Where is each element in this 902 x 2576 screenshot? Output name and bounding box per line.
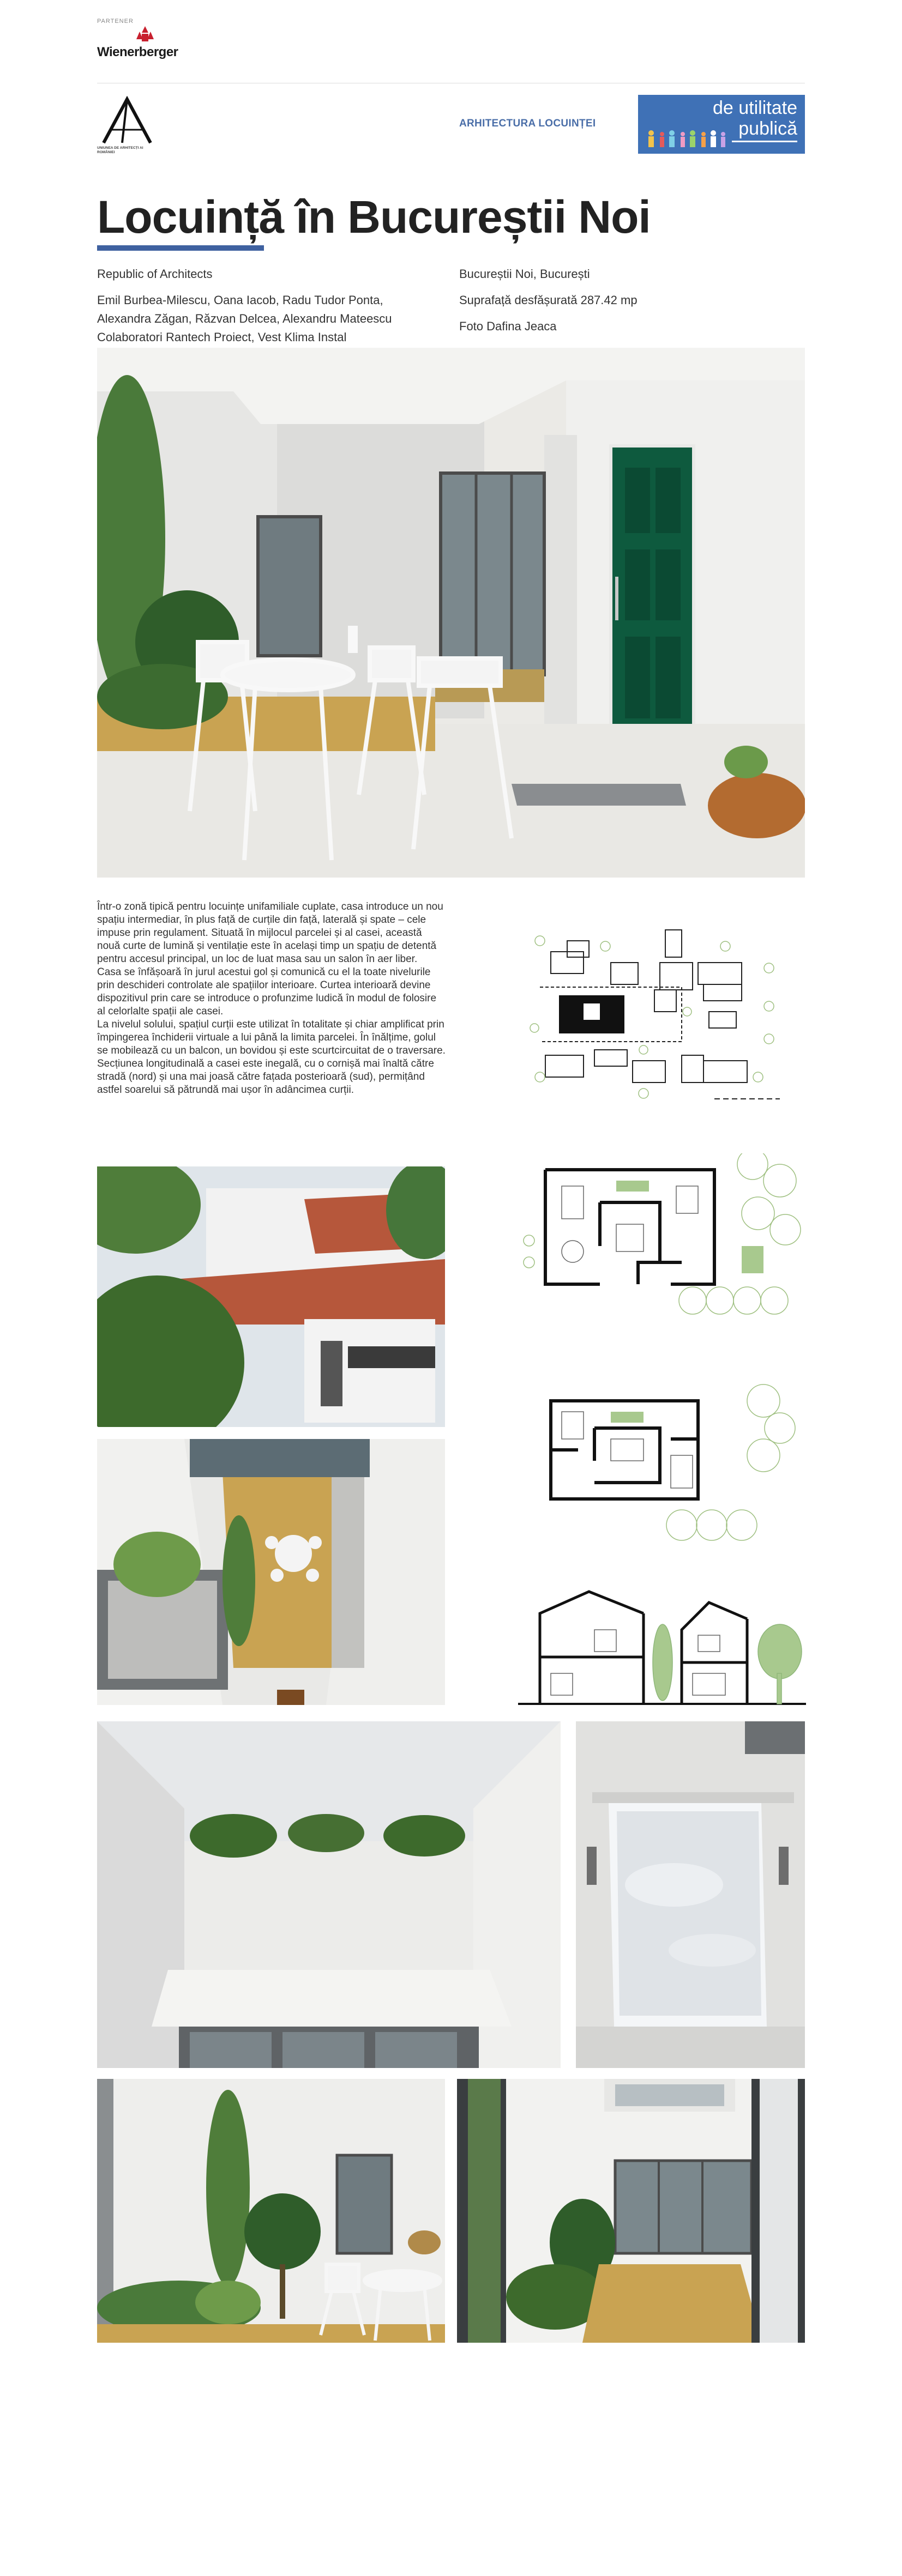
firm-name: Republic of Architects [97,267,213,281]
architects-line-1: Emil Burbea-Milescu, Oana Iacob, Radu Tudor Ponta, [97,293,383,307]
upper-floor-plan [518,1379,806,1543]
title-accent-bar [97,245,264,251]
credits-right [459,265,786,336]
hero-photo-courtyard [97,348,805,878]
body-paragraph-1: Într-o zonă tipică pentru locuințe unifamiliale cuplate, casa introduce un nou spațiu intermediar, în plus față de curțile din față, laterală și spate – cele impuse prin regulament. Situată în mijlocul parcelei și al casei, această nouă curte de lumină și ventilație este în același timp un spațiu de detentă pentru accesul principal, un loc de luat masa sau un salon în aer liber. [97,901,443,965]
photo-garden-wall [97,2079,445,2343]
ground-floor-plan [518,1153,806,1317]
uar-caption: UNIUNEA DE ARHITECȚI AI ROMÂNIEI [97,146,143,154]
photo-roof-trees [97,1166,445,1427]
partner-label: PARTENER [97,18,134,25]
photo-credit: Foto Dafina Jeaca [459,319,557,333]
partner-name: Wienerberger [97,45,178,59]
section-drawing [518,1581,806,1712]
article-body [97,900,446,1097]
photo-white-walls-sky [97,1721,561,2068]
people-icon [646,129,727,148]
banner-line-1: de utilitate [713,98,797,118]
article-title: Locuință în Bucureștii Noi [97,191,651,243]
credits-left [97,265,446,347]
de-utilitate-publica-banner[interactable] [638,95,805,154]
area: Suprafață desfășurată 287.42 mp [459,293,638,307]
wienerberger-mark-icon [135,26,155,44]
body-paragraph-2: Casa se înfășoară în jurul acestui gol și comunică cu el la toate nivelurile prin deschideri controlate ale spațiilor interioare. Curtea interioară devine dispozitivul prin care se introduce o profunzime ludică în modul de folosire al celorlalte spații ale casei. [97,966,437,1017]
uar-logo[interactable] [97,96,157,156]
banner-underline [732,141,797,142]
photo-interior-view [457,2079,805,2343]
uar-a-icon [97,96,157,145]
collaborators: Colaboratori Rantech Proiect, Vest Klima Instal [97,330,347,344]
body-paragraph-3: La nivelul solului, spațiul curții este utilizat în totalitate și chiar amplificat prin împingerea închiderii virtuale a lui până la limita parcelei. În înălțime, golul se mobilează cu un balcon, un bovidou și este scurtcircuitat de o traversare. Secțiunea longitudinală a casei este inegală, cu o cornișă mai înaltă către stradă (nord) și una mai joasă către fațada posterioară (sud), permițând astfel soarelui să pătrundă mai ușor în adâncimea curții. [97,1019,446,1096]
site-plan-drawing [529,924,791,1113]
banner-line-2: publică [738,118,797,139]
photo-sky-window [576,1721,805,2068]
wienerberger-logo[interactable] [97,26,201,62]
section-link[interactable]: ARHITECTURA LOCUINȚEI [459,118,596,129]
architects-line-2: Alexandra Zăgan, Răzvan Delcea, Alexandru Mateescu [97,312,392,325]
photo-courtyard-from-above [97,1439,445,1705]
location: Bucureștii Noi, București [459,267,590,281]
